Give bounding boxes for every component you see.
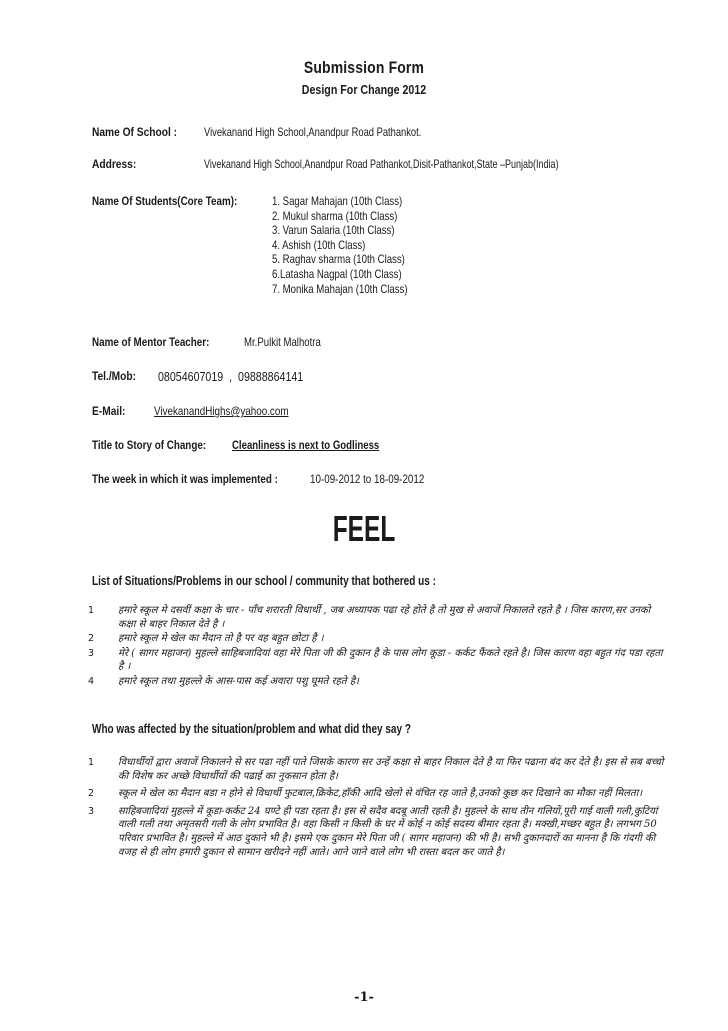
address-row xyxy=(92,157,144,171)
feel-heading: FEEL xyxy=(332,508,396,549)
email-value-row xyxy=(154,404,318,418)
list-item xyxy=(88,756,668,783)
week-label: The week in which it was implemented : xyxy=(92,472,278,486)
story-value-row xyxy=(232,438,416,452)
mentor-value-row xyxy=(244,335,340,349)
list-item xyxy=(88,604,668,631)
students-label: Name Of Students(Core Team): xyxy=(92,194,238,208)
list-item: 4. Ashish (10th Class) xyxy=(272,237,366,252)
mentor-row xyxy=(92,335,235,349)
tel-row xyxy=(92,369,144,383)
week-value: 10-09-2012 to 18-09-2012 xyxy=(310,472,425,486)
list-item xyxy=(88,647,668,674)
item-number: 2 xyxy=(88,633,95,645)
list-item: 7. Monika Mahajan (10th Class) xyxy=(272,281,408,296)
list-item: 1. Sagar Mahajan (10th Class) xyxy=(272,194,403,208)
item-text: विधार्थीयों द्वारा अवाजें निकालने से सर पढा नहीं पाते जिसके कारण सर उन्हें कक्षा से बाहर निकाल देते है या फिर पढाना बंद कर देते है। इस से सब बच्चो की विशेष कर अच्छे विधार्थीयों की पढाई का नुकसान होता है। xyxy=(118,757,664,782)
item-number: 3 xyxy=(88,805,95,817)
mentor-value: Mr.Pulkit Malhotra xyxy=(244,335,321,349)
tel-value-row xyxy=(158,369,335,384)
list-item: 5. Raghav sharma (10th Class) xyxy=(272,252,405,267)
students-list xyxy=(272,194,441,296)
item-number: 1 xyxy=(88,605,95,616)
item-number: 3 xyxy=(88,647,95,659)
affected-list xyxy=(88,756,668,860)
situations-heading: List of Situations/Problems in our school / community that bothered us : xyxy=(92,574,436,588)
item-text: स्कूल मे खेल का मैदान बडा न होने से विधार्थी फुटबाल,क्रिकेट,हॉकी आदि खेलो से वंचित रह जाते है,उनको कुछ कर दिखाने का मौका नहीं मिलता। xyxy=(118,788,643,800)
affected-heading-row xyxy=(92,722,491,736)
form-subtitle: Design For Change 2012 xyxy=(301,82,427,97)
address-value-row xyxy=(204,157,677,171)
situations-heading-row xyxy=(92,574,522,588)
item-number: 1 xyxy=(88,757,95,768)
list-item xyxy=(88,805,668,859)
school-value: Vivekanand High School,Anandpur Road Pathankot. xyxy=(204,125,422,139)
form-title: Submission Form xyxy=(303,58,425,77)
tel-label: Tel./Mob: xyxy=(92,369,137,383)
list-item xyxy=(88,675,668,689)
tel-value: 08054607019 , 09888864141 xyxy=(158,369,304,384)
list-item xyxy=(88,632,668,646)
email-label: E-Mail: xyxy=(92,404,126,418)
list-item xyxy=(88,787,668,801)
story-row xyxy=(92,438,231,452)
story-label: Title to Story of Change: xyxy=(92,438,207,452)
address-label: Address: xyxy=(92,157,137,171)
item-text: हमारे स्कूल मे दसवीं कक्षा के चार - पाँच शरारती विधार्थी , जब अध्यापक पढा रहे होते है तो मुख से अवाजें निकालते रहते है । जिस कारण,सर उनको कक्षा से बाहर निकाल देते है । xyxy=(118,605,651,630)
school-label: Name Of School : xyxy=(92,125,178,139)
affected-heading: Who was affected by the situation/problem and what did they say ? xyxy=(92,722,411,736)
email-link[interactable]: VivekanandHighs@yahoo.com xyxy=(154,404,289,418)
school-value-row xyxy=(204,125,483,139)
item-text: हमारे स्कूल तथा मुहल्ले के आस-पास कई अवारा पशु घूमते रहते है। xyxy=(118,675,359,687)
mentor-label: Name of Mentor Teacher: xyxy=(92,335,210,349)
page-number: -1- xyxy=(354,990,374,1005)
list-item: 2. Mukul sharma (10th Class) xyxy=(272,208,398,223)
item-text: मेरे ( सागर महाजन) मुहल्ले साहिबजादियां वहा मेरे पिता जी की दुकान है के पास लोग कूडा - कर्कट फैंकते रहते है। जिस कारण वहा बहुत गंद पडा रहता है । xyxy=(118,647,663,673)
item-number: 2 xyxy=(88,788,95,800)
situations-list xyxy=(88,604,668,690)
week-row xyxy=(92,472,319,486)
list-item: 6.Latasha Nagpal (10th Class) xyxy=(272,266,402,281)
students-label-row xyxy=(92,194,269,208)
item-text: हमारे स्कूल मे खेल का मैदान तो है पर वह बहुत छोटा है । xyxy=(118,633,324,645)
item-text: साहिबजादियां मुहल्ले में कूडा-कर्कट 24 घण्टे ही पडा रहता है। इस से सदैव बदबू आती रहती है। मुहल्ले के साथ तीन गलियों,पूरी गाई वाली गली,कुटियां वाली गली तथा अमृतसरी गली के लोग प्रभावित है। वहा किसी न किसी के घर में कोई न कोई सदस्य बीमार रहता है। मक्खी,मच्छर बहुत है। लगभग 50 परिवार प्रभावित है। मुहल्ले में आठ दुकाने भी है। इसमे एक दुकान मेरे पिता जी ( सागर महाजन) की भी है। सभी दुकानदारों का मानना है कि गंदगी की वजह से ही लोग हमारी दुकान से सामान खरीदने नहीं आते। आने जाने वाले लोग भी रास्ता बदल कर जाते है। xyxy=(118,805,658,858)
list-item: 3. Varun Salaria (10th Class) xyxy=(272,223,395,238)
item-number: 4 xyxy=(88,675,95,687)
school-row xyxy=(92,125,192,139)
story-title: Cleanliness is next to Godliness xyxy=(232,438,380,452)
week-value-row xyxy=(310,472,449,486)
email-row xyxy=(92,404,131,418)
address-value: Vivekanand High School,Anandpur Road Pathankot,Disit-Pathankot,State –Punjab(India) xyxy=(204,157,559,171)
